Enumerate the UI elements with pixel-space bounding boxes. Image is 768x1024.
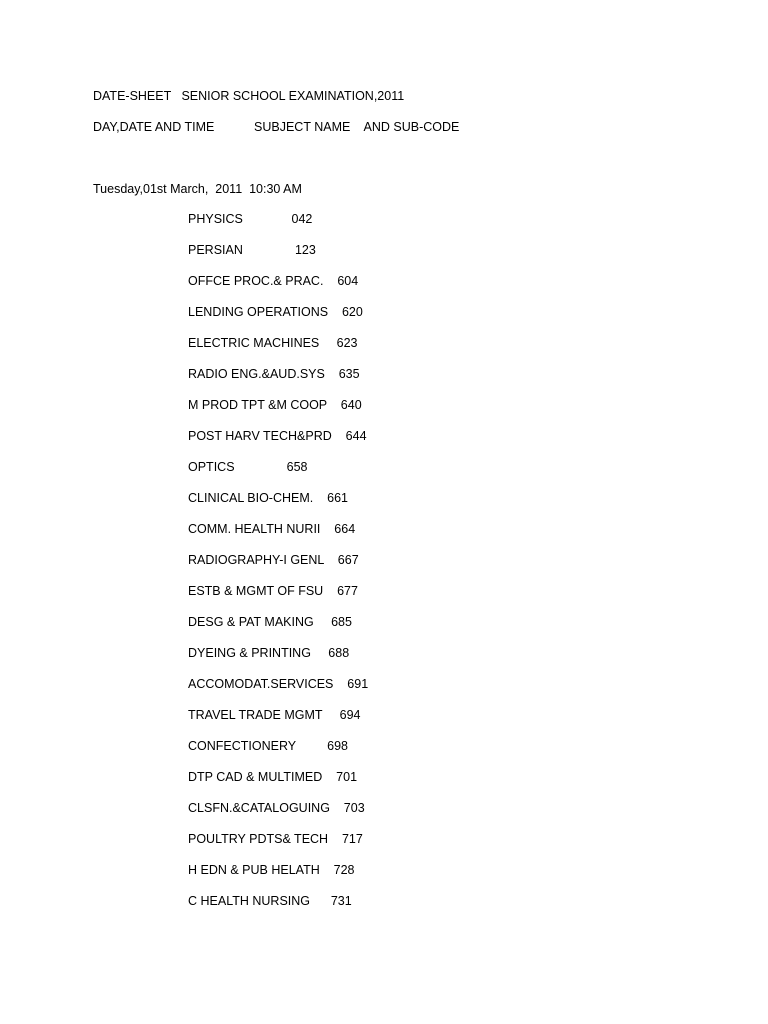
- column-header-subject-code: SUBJECT NAME AND SUB-CODE: [254, 120, 460, 134]
- exam-date-time: Tuesday,01st March, 2011 10:30 AM: [93, 182, 302, 196]
- subject-item: OPTICS 658: [188, 460, 308, 474]
- subject-item: ACCOMODAT.SERVICES 691: [188, 677, 369, 691]
- subject-item: CLSFN.&CATALOGUING 703: [188, 801, 365, 815]
- subject-item: RADIO ENG.&AUD.SYS 635: [188, 367, 360, 381]
- column-header-day-date-time: DAY,DATE AND TIME: [93, 120, 215, 134]
- subject-item: PHYSICS 042: [188, 212, 313, 226]
- subject-item: LENDING OPERATIONS 620: [188, 305, 363, 319]
- subject-list: [188, 211, 368, 924]
- subject-item: COMM. HEALTH NURII 664: [188, 522, 356, 536]
- subject-item: POULTRY PDTS& TECH 717: [188, 832, 363, 846]
- subject-item: DTP CAD & MULTIMED 701: [188, 770, 358, 784]
- subject-item: CLINICAL BIO-CHEM. 661: [188, 491, 348, 505]
- subject-item: DESG & PAT MAKING 685: [188, 615, 352, 629]
- subject-item: OFFCE PROC.& PRAC. 604: [188, 274, 359, 288]
- subject-item: ESTB & MGMT OF FSU 677: [188, 584, 358, 598]
- subject-item: CONFECTIONERY 698: [188, 739, 348, 753]
- subject-item: ELECTRIC MACHINES 623: [188, 336, 358, 350]
- subject-item: TRAVEL TRADE MGMT 694: [188, 708, 361, 722]
- subject-item: PERSIAN 123: [188, 243, 316, 257]
- subject-item: POST HARV TECH&PRD 644: [188, 429, 367, 443]
- subject-item: DYEING & PRINTING 688: [188, 646, 350, 660]
- subject-item: C HEALTH NURSING 731: [188, 894, 352, 908]
- subject-item: M PROD TPT &M COOP 640: [188, 398, 362, 412]
- subject-item: H EDN & PUB HELATH 728: [188, 863, 355, 877]
- document-title: DATE-SHEET SENIOR SCHOOL EXAMINATION,2011: [93, 89, 405, 103]
- subject-item: RADIOGRAPHY-I GENL 667: [188, 553, 359, 567]
